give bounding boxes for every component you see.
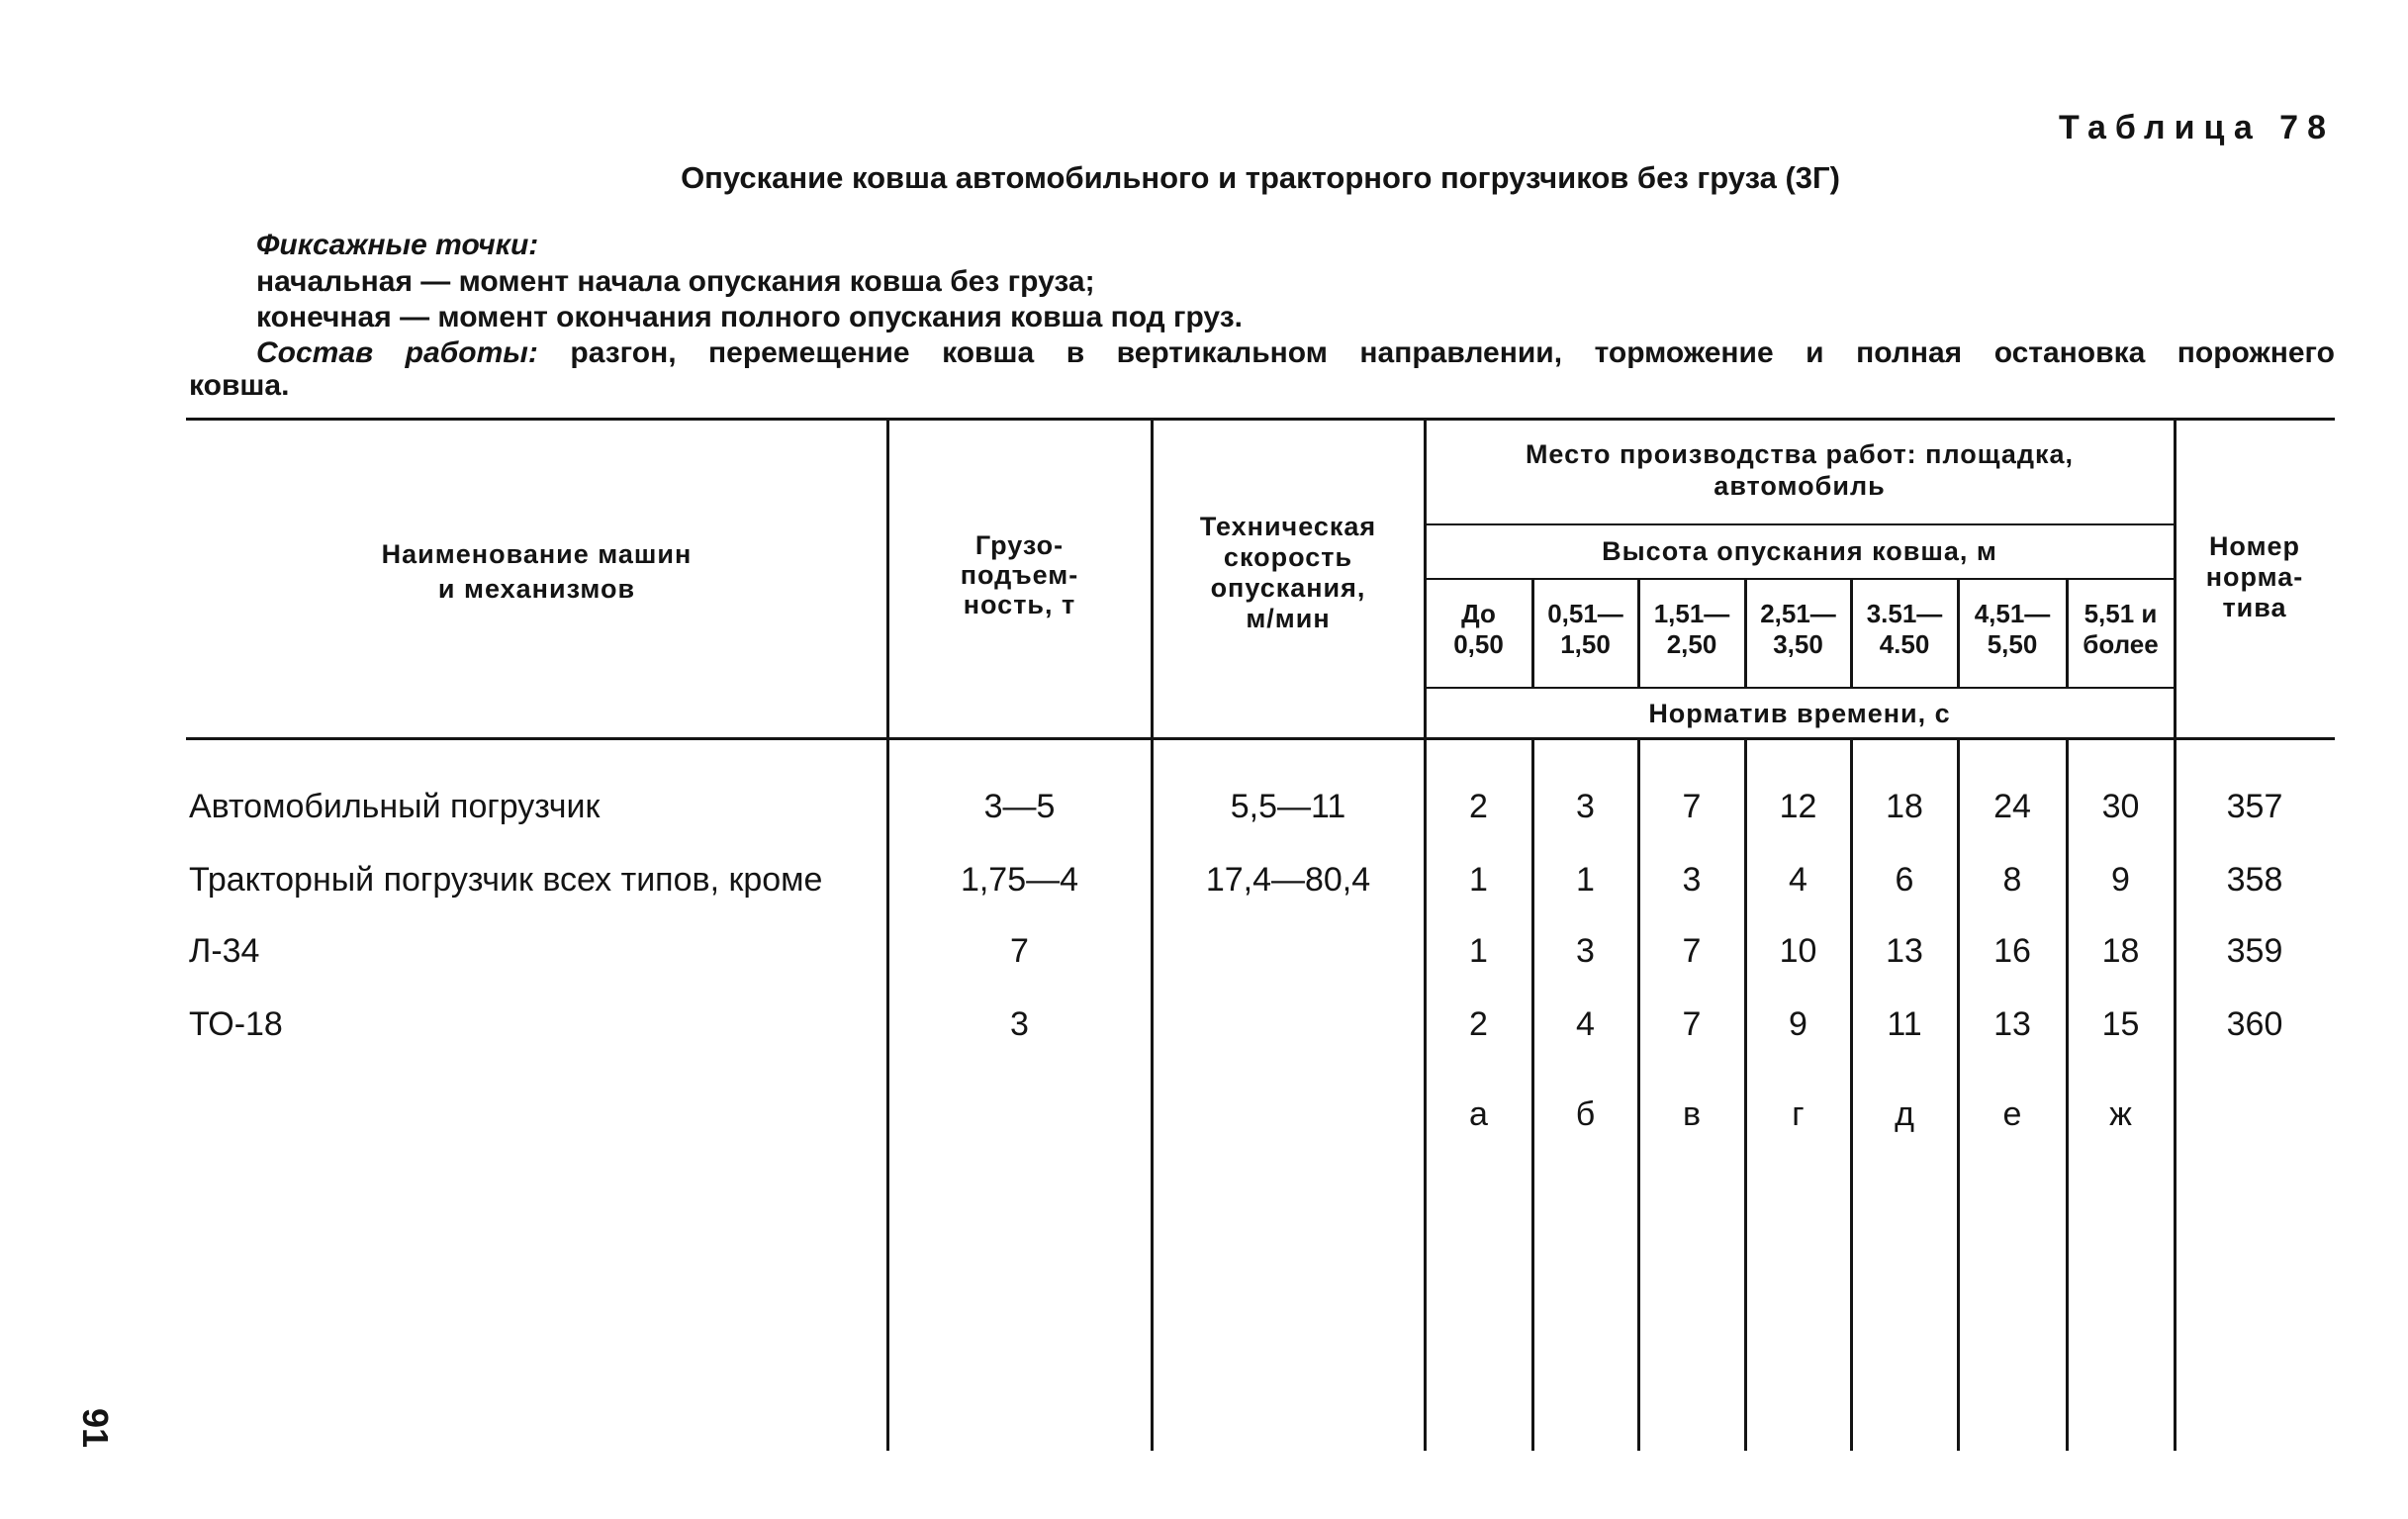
header-name	[186, 537, 887, 607]
work-composition-label: Состав работы:	[256, 336, 538, 369]
row-value: 1	[1469, 932, 1488, 970]
header-range	[1958, 599, 2067, 660]
row-value: 16	[1993, 932, 2031, 970]
column-letter: в	[1682, 1095, 1702, 1133]
header-capacity-line: подъем-	[960, 560, 1079, 590]
range-line: 2,51—	[1760, 599, 1836, 628]
row-norm: 357	[2226, 788, 2283, 825]
row-capacity: 7	[1010, 932, 1029, 970]
row-value: 15	[2101, 1005, 2140, 1043]
column-letter: ж	[2109, 1095, 2132, 1133]
start-point-text: начальная — момент начала опускания ковша без груза;	[256, 265, 1095, 298]
range-line: 3,50	[1773, 629, 1823, 659]
header-workplace-line: автомобиль	[1713, 471, 1886, 501]
header-capacity	[887, 530, 1152, 619]
header-range	[1638, 599, 1745, 660]
range-line: 5,50	[1987, 629, 2038, 659]
row-value: 2	[1469, 788, 1488, 825]
column-letter: б	[1575, 1095, 1596, 1133]
row-value: 18	[2101, 932, 2140, 970]
row-name: ТО-18	[189, 1005, 283, 1043]
header-capacity-line: Грузо-	[974, 530, 1065, 560]
range-line: 0,51—	[1547, 599, 1623, 628]
row-value: 6	[1895, 861, 1914, 899]
table-top-rule	[186, 418, 2335, 421]
header-range	[1745, 599, 1851, 660]
column-letter: е	[2002, 1095, 2022, 1133]
header-workplace	[1425, 438, 2175, 502]
row-norm: 360	[2226, 1005, 2283, 1043]
header-workplace-line: Место производства работ: площадка,	[1525, 439, 2075, 469]
range-line: 4.50	[1879, 629, 1930, 659]
workplace-rule	[1425, 523, 2175, 525]
header-speed-line: Техническая	[1199, 512, 1377, 541]
fixing-points-label: Фиксажные точки:	[256, 229, 539, 261]
work-composition-text: разгон, перемещение ковша в вертикальном направлении, торможение и полная остановка порожнего	[570, 336, 2335, 369]
range-line: 4,51—	[1974, 599, 2051, 628]
ranges-rule	[1425, 687, 2175, 689]
header-speed-line: скорость	[1223, 542, 1353, 572]
range-line: До	[1461, 599, 1496, 628]
height-rule	[1425, 578, 2175, 580]
row-value: 24	[1993, 788, 2031, 825]
row-norm: 359	[2226, 932, 2283, 970]
range-line: 2,50	[1666, 629, 1717, 659]
header-capacity-line: ность, т	[963, 590, 1076, 619]
work-composition-text-cont: ковша.	[189, 369, 290, 402]
row-value: 13	[1993, 1005, 2031, 1043]
row-value: 9	[2111, 861, 2130, 899]
row-value: 11	[1887, 1005, 1922, 1043]
table-label: Таблица 78	[2059, 109, 2335, 146]
range-line: 0,50	[1453, 629, 1504, 659]
range-line: 1,51—	[1653, 599, 1730, 628]
row-value: 30	[2101, 788, 2140, 825]
header-name-line: Наименование машин	[381, 539, 693, 569]
row-speed: 17,4—80,4	[1205, 861, 1371, 899]
header-time-norm: Норматив времени, с	[1648, 699, 1951, 728]
row-value: 1	[1576, 861, 1595, 899]
header-range	[2067, 599, 2175, 660]
row-name: Тракторный погрузчик всех типов, кроме	[189, 861, 823, 899]
header-name-line: и механизмов	[437, 574, 636, 604]
header-speed-line: м/мин	[1246, 604, 1331, 633]
row-value: 4	[1576, 1005, 1595, 1043]
row-name: Автомобильный погрузчик	[189, 788, 601, 825]
column-letter: а	[1469, 1095, 1488, 1133]
page-number: 91	[75, 1407, 116, 1449]
row-value: 3	[1682, 861, 1702, 899]
header-norm-line: Номер	[2208, 531, 2301, 561]
row-capacity: 1,75—4	[960, 861, 1079, 899]
header-norm-line: тива	[2222, 593, 2287, 622]
row-value: 13	[1886, 932, 1923, 970]
header-range	[1851, 599, 1958, 660]
row-value: 12	[1779, 788, 1817, 825]
work-composition-line	[256, 335, 2335, 371]
range-line: 5,51 и	[2084, 599, 2158, 628]
row-name: Л-34	[189, 932, 260, 970]
end-point-text: конечная — момент окончания полного опускания ковша под груз.	[256, 301, 1243, 333]
header-range	[1425, 599, 1532, 660]
header-range	[1532, 599, 1638, 660]
row-value: 10	[1779, 932, 1817, 970]
row-capacity: 3	[1010, 1005, 1029, 1043]
row-value: 3	[1576, 788, 1595, 825]
column-letter: г	[1792, 1095, 1805, 1133]
range-line: 3.51—	[1866, 599, 1943, 628]
range-line: 1,50	[1560, 629, 1611, 659]
header-norm-number	[2175, 531, 2335, 623]
row-speed: 5,5—11	[1230, 788, 1346, 825]
row-value: 7	[1682, 932, 1702, 970]
header-norm-line: норма-	[2205, 562, 2304, 592]
header-speed	[1152, 512, 1425, 634]
row-value: 4	[1789, 861, 1807, 899]
row-capacity: 3—5	[983, 788, 1056, 825]
row-value: 2	[1469, 1005, 1488, 1043]
column-letter: д	[1895, 1095, 1914, 1133]
table-title: Опускание ковша автомобильного и тракторного погрузчиков без груза (3Г)	[681, 160, 1840, 195]
row-value: 18	[1886, 788, 1923, 825]
row-value: 1	[1469, 861, 1488, 899]
range-line: более	[2083, 629, 2159, 659]
header-height: Высота опускания ковша, м	[1602, 536, 1997, 566]
header-speed-line: опускания,	[1210, 573, 1366, 603]
header-bottom-rule	[186, 737, 2335, 740]
row-value: 7	[1682, 788, 1702, 825]
row-value: 8	[2002, 861, 2022, 899]
row-value: 7	[1682, 1005, 1702, 1043]
row-value: 9	[1789, 1005, 1807, 1043]
row-norm: 358	[2226, 861, 2283, 899]
row-value: 3	[1576, 932, 1595, 970]
